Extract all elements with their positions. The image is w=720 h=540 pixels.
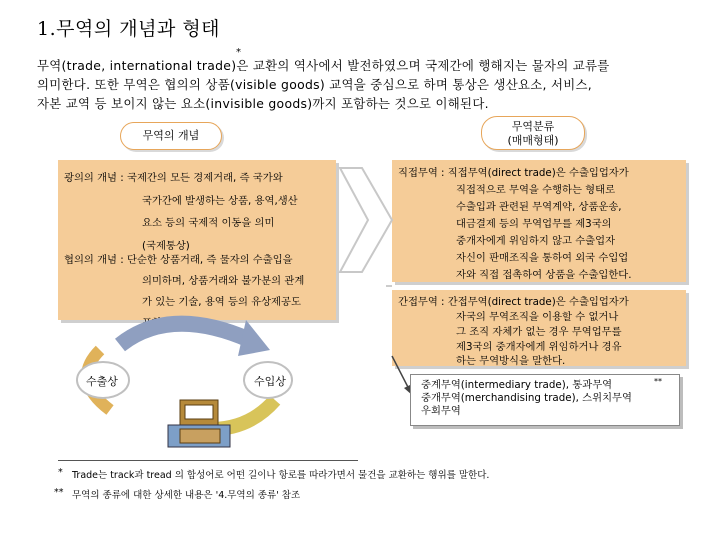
concept-line: (국제통상): [142, 240, 190, 252]
footnote-mark: *: [58, 467, 63, 478]
intro-line: 의미한다. 또한 무역은 협의의 상품(visible goods) 교역을 중심으로 하며 통상은 생산요소, 서비스,: [37, 77, 593, 92]
concept-line: 국가간에 발생하는 상품, 용역,생산: [142, 195, 298, 207]
footnote-text: Trade는 track과 tread 의 합성어로 어떤 길이나 항로를 따라가면서 물건을 교환하는 행위를 말한다.: [72, 470, 490, 481]
big-right-arrow-icon: [340, 168, 392, 272]
footnote-text: 무역의 종류에 대한 상세한 내용은 '4.무역의 종류' 참조: [72, 490, 301, 501]
page-title: 1.무역의 개념과 형태: [37, 18, 221, 40]
concept-line: 요소 등의 국제적 이동을 의미: [142, 217, 275, 229]
concept-line: 의미하며, 상품거래와 불가분의 관계: [142, 275, 305, 287]
indirect-line: 하는 무역방식을 말한다.: [456, 355, 566, 367]
footnote-mark: **: [54, 487, 64, 498]
note-line: 중개무역(merchandising trade), 스위치무역: [421, 392, 632, 404]
direct-line: 직접무역 : 직접무역(direct trade)은 수출입업자가: [398, 167, 629, 179]
direct-line: 중개자에게 위임하지 않고 수출업자: [456, 235, 616, 247]
intro-line: 무역(trade, international trade)은 교환의 역사에서 발전하였으며 국제간에 행해지는 물자의 교류를: [37, 58, 610, 73]
concept-line: 포함.: [142, 317, 166, 329]
import-label: 수입상: [254, 375, 286, 388]
indirect-types-note: [410, 374, 680, 426]
direct-line: 대금결제 등의 무역업무를 제3국의: [456, 218, 612, 230]
indirect-line: 그 조직 자체가 없는 경우 무역업무를: [456, 326, 622, 338]
note-line: 우회무역: [421, 405, 461, 417]
concept-heading: 무역의 개념: [120, 122, 222, 150]
cycle-arrow-top-icon: [120, 324, 250, 345]
concept-line: 가 있는 기술, 용역 등의 유상제공도: [142, 296, 301, 308]
indirect-line: 자국의 무역조직을 이용할 수 없거나: [456, 311, 619, 323]
footnote-marker-star: *: [236, 47, 241, 58]
direct-line: 수출입과 관련된 무역계약, 상품운송,: [456, 201, 622, 213]
footnote-marker-double-star: **: [654, 377, 662, 386]
direct-line: 직접적으로 무역을 수행하는 형태로: [456, 184, 616, 196]
concept-line: 협의의 개념 : 단순한 상품거래, 즉 물자의 수출입을: [64, 254, 293, 266]
concept-line: 광의의 개념 : 국제간의 모든 경제거래, 즉 국가와: [64, 172, 283, 184]
export-label: 수출상: [86, 375, 118, 388]
direct-line: 자신이 판매조직을 통하여 외국 수입업: [456, 252, 629, 264]
cycle-arrowhead-top-icon: [238, 320, 270, 356]
direct-line: 자와 직접 접촉하여 상품을 수출입한다.: [456, 269, 632, 281]
classification-heading-line2: (매매형태): [507, 134, 559, 147]
classification-heading-line1: 무역분류: [511, 120, 555, 133]
footnote-divider: [58, 460, 358, 461]
intro-line: 자본 교역 등 보이지 않는 요소(invisible goods)까지 포함하는 것으로 이해된다.: [37, 96, 489, 111]
note-line: 중계무역(intermediary trade), 통과무역: [421, 379, 613, 391]
indirect-line: 간접무역 : 간접무역(direct trade)은 수출입업자가: [398, 296, 629, 308]
indirect-line: 제3국의 중개자에게 위임하거나 경유: [456, 341, 622, 353]
